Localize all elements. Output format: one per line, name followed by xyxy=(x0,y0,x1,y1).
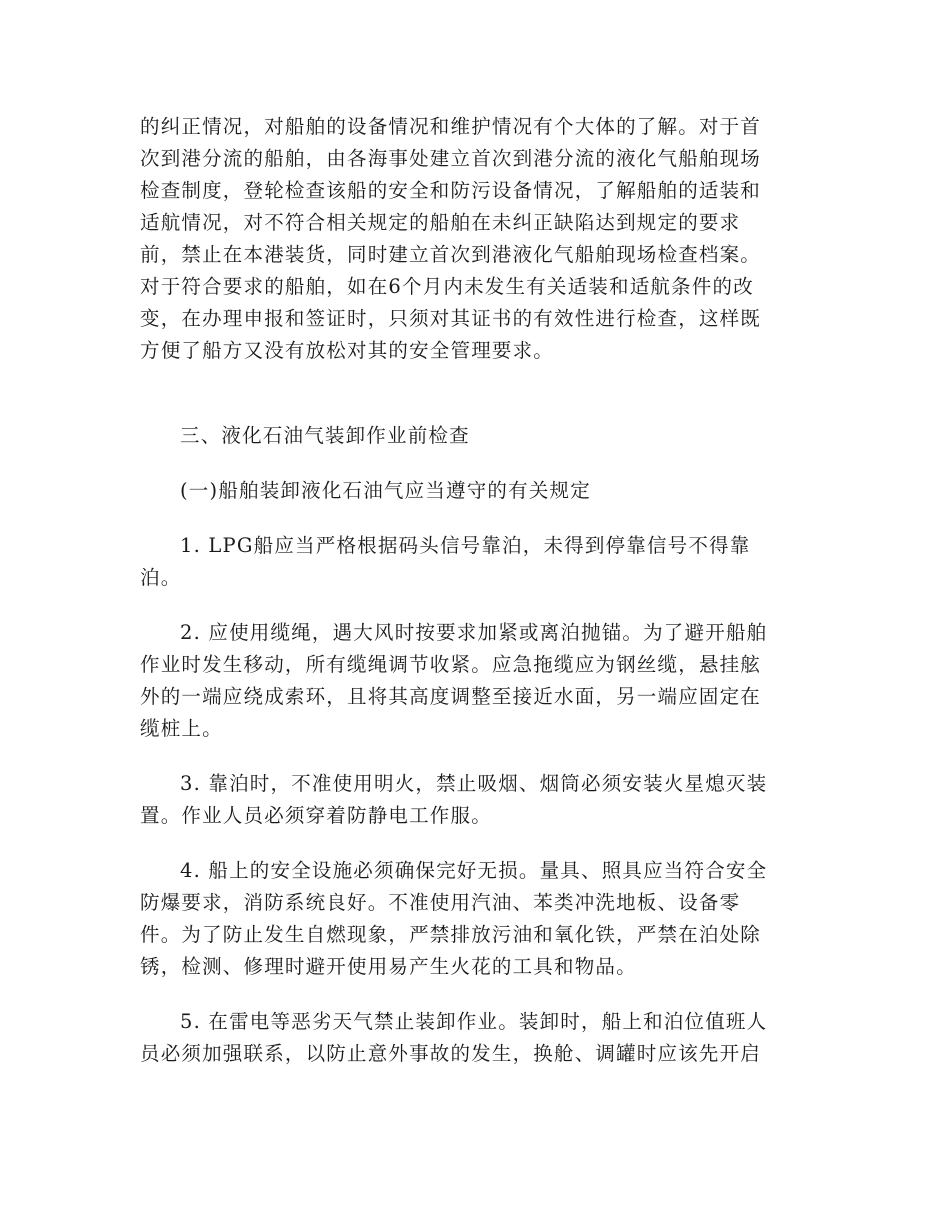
paragraph-line: 2. 应使用缆绳，遇大风时按要求加紧或离泊抛锚。为了避开船舶 xyxy=(180,621,768,644)
paragraph-line: 的纠正情况，对船舶的设备情况和维护情况有个大体的了解。对于首 xyxy=(140,115,762,138)
paragraph-line: 件。为了防止发生自燃现象，严禁排放污油和氧化铁，严禁在泊处除 xyxy=(140,923,762,946)
paragraph-line: 作业时发生移动，所有缆绳调节收紧。应急拖缆应为钢丝缆，悬挂舷 xyxy=(140,653,762,676)
section-heading-block xyxy=(140,420,820,452)
paragraph-line: 变，在办理申报和签证时，只须对其证书的有效性进行检查，这样既 xyxy=(140,307,762,330)
paragraph-line: 外的一端应绕成索环，且将其高度调整至接近水面，另一端应固定在 xyxy=(140,685,762,708)
continuation-paragraph xyxy=(140,111,820,367)
item-paragraph-5 xyxy=(140,1006,820,1070)
item-paragraph-3 xyxy=(140,768,820,832)
subsection-heading-block xyxy=(140,475,820,507)
paragraph-line: 次到港分流的船舶，由各海事处建立首次到港分流的液化气船舶现场 xyxy=(140,147,762,170)
paragraph-line: 对于符合要求的船舶，如在6个月内未发生有关适装和适航条件的改 xyxy=(140,275,754,298)
paragraph-line: 检查制度，登轮检查该船的安全和防污设备情况，了解船舶的适装和 xyxy=(140,179,762,202)
paragraph-line: 4. 船上的安全设施必须确保完好无损。量具、照具应当符合安全 xyxy=(180,859,768,882)
paragraph-line: 适航情况，对不符合相关规定的船舶在未纠正缺陷达到规定的要求 xyxy=(140,211,741,234)
paragraph-line: 缆桩上。 xyxy=(140,717,223,740)
section-heading: 三、液化石油气装卸作业前检查 xyxy=(180,424,470,447)
paragraph-line: 3. 靠泊时，不准使用明火，禁止吸烟、烟筒必须安装火星熄灭装 xyxy=(180,772,768,795)
item-paragraph-4 xyxy=(140,855,820,983)
paragraph-line: 前，禁止在本港装货，同时建立首次到港液化气船舶现场检查档案。 xyxy=(140,243,762,266)
paragraph-line: 置。作业人员必须穿着防静电工作服。 xyxy=(140,804,492,827)
paragraph-line: 防爆要求，消防系统良好。不准使用汽油、苯类冲洗地板、设备零 xyxy=(140,891,741,914)
subsection-heading: (一)船舶装卸液化石油气应当遵守的有关规定 xyxy=(180,479,591,502)
item-paragraph-2 xyxy=(140,617,820,745)
paragraph-line: 方便了船方又没有放松对其的安全管理要求。 xyxy=(140,339,555,362)
paragraph-line: 1. LPG船应当严格根据码头信号靠泊，未得到停靠信号不得靠 xyxy=(180,534,751,557)
paragraph-line: 泊。 xyxy=(140,566,182,589)
paragraph-line: 5. 在雷电等恶劣天气禁止装卸作业。装卸时，船上和泊位值班人 xyxy=(180,1010,768,1033)
paragraph-line: 锈，检测、修理时避开使用易产生火花的工具和物品。 xyxy=(140,955,637,978)
paragraph-line: 员必须加强联系，以防止意外事故的发生，换舱、调罐时应该先开启 xyxy=(140,1042,762,1065)
item-paragraph-1 xyxy=(140,530,820,594)
